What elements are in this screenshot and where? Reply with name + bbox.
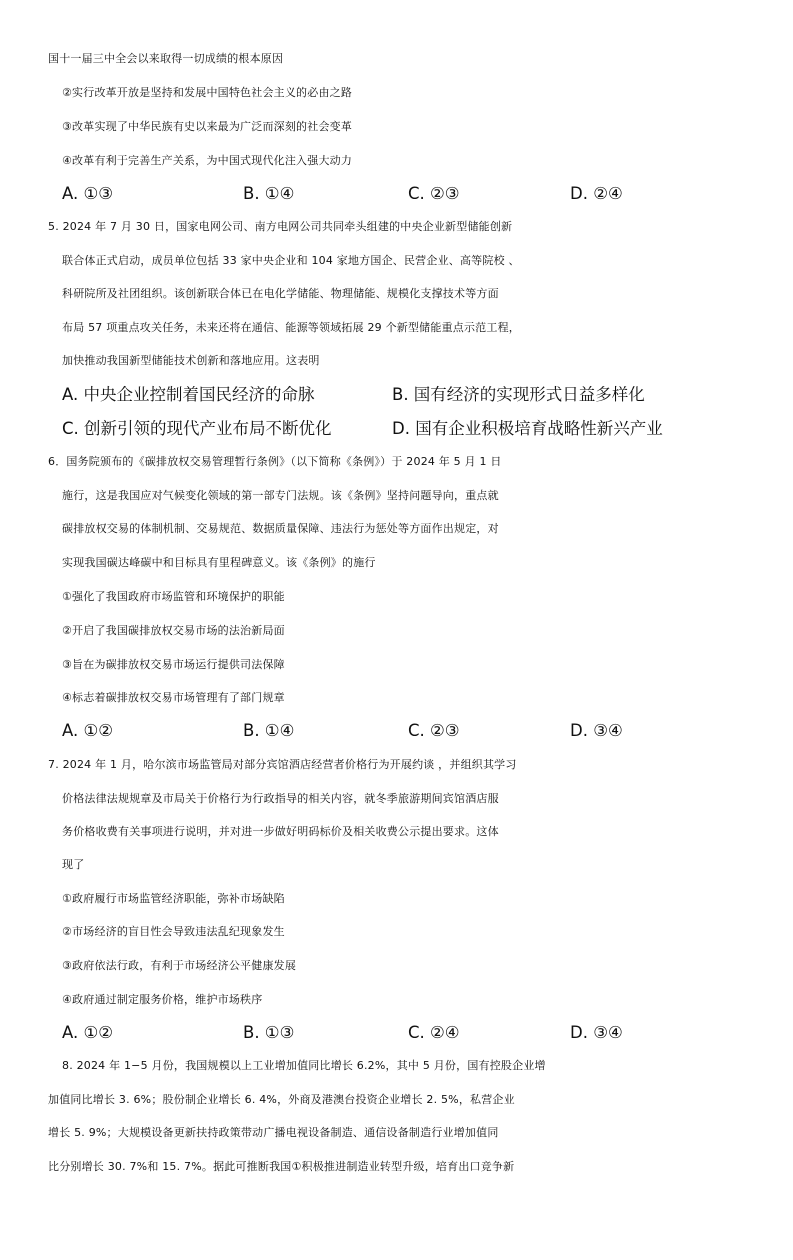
- q6-line-4: 实现我国碳达峰碳中和目标具有里程碑意义。该《条例》的施行: [62, 556, 376, 569]
- q7-option-b: B. ①③: [243, 1023, 295, 1042]
- q6-option-a: A. ①②: [62, 721, 114, 740]
- q7-option-c: C. ②④: [408, 1023, 460, 1042]
- q5-option-d: D. 国有企业积极培育战略性新兴产业: [392, 419, 663, 438]
- q4-option-b: B. ①④: [243, 184, 295, 203]
- q7-line-4: 现了: [62, 858, 85, 871]
- q7-line-3: 务价格收费有关事项进行说明，并对进一步做好明码标价及相关收费公示提出要求。这体: [62, 825, 499, 838]
- q6-line-3: 碳排放权交易的体制机制、交易规范、数据质量保障、违法行为惩处等方面作出规定，对: [62, 522, 499, 535]
- q8-line-4: 比分别增长 30. 7%和 15. 7%。据此可推断我国①积极推进制造业转型升级，培育出口竞争新: [48, 1160, 515, 1173]
- q6-line-6: ②开启了我国碳排放权交易市场的法治新局面: [62, 624, 285, 637]
- q8-line-1: 8. 2024 年 1−5 月份，我国规模以上工业增加值同比增长 6.2%，其中 5 月份，国有控股企业增: [62, 1059, 546, 1072]
- q5-line-2: 联合体正式启动，成员单位包括 33 家中央企业和 104 家地方国企、民营企业、高等院校 、: [62, 254, 520, 267]
- q5-line-4: 布局 57 项重点攻关任务，未来还将在通信、能源等领域拓展 29 个新型储能重点示范工程，: [62, 321, 520, 334]
- q7-option-a: A. ①②: [62, 1023, 114, 1042]
- q6-option-b: B. ①④: [243, 721, 295, 740]
- q7-option-d: D. ③④: [570, 1023, 623, 1042]
- q6-line-1: 6．国务院颁布的《碳排放权交易管理暂行条例》（以下简称《条例》）于 2024 年 5 月 1 日: [48, 455, 502, 468]
- q4-option-d: D. ②④: [570, 184, 623, 203]
- q6-line-8: ④标志着碳排放权交易市场管理有了部门规章: [62, 691, 285, 704]
- q6-option-d: D. ③④: [570, 721, 623, 740]
- q6-line-5: ①强化了我国政府市场监管和环境保护的职能: [62, 590, 285, 603]
- q7-line-1: 7. 2024 年 1 月，哈尔滨市场监管局对部分宾馆酒店经营者价格行为开展约谈 ，并组织其学习: [48, 758, 517, 771]
- q8-line-2: 加值同比增长 3. 6%；股份制企业增长 6. 4%，外商及港澳台投资企业增长 2. 5%，私营企业: [48, 1093, 515, 1106]
- q6-line-7: ③旨在为碳排放权交易市场运行提供司法保障: [62, 658, 285, 671]
- q4-option-c: C. ②③: [408, 184, 460, 203]
- q4-option-a: A. ①③: [62, 184, 114, 203]
- q5-option-c: C. 创新引领的现代产业布局不断优化: [62, 419, 332, 438]
- q4-line-2: ②实行改革开放是坚持和发展中国特色社会主义的必由之路: [62, 86, 353, 99]
- q5-line-3: 科研院所及社团组织。该创新联合体已在电化学储能、物理储能、规模化支撑技术等方面: [62, 287, 499, 300]
- q4-line-4: ④改革有利于完善生产关系，为中国式现代化注入强大动力: [62, 154, 353, 167]
- q4-line-1: 国十一届三中全会以来取得一切成绩的根本原因: [48, 52, 284, 65]
- q8-line-3: 增长 5. 9%；大规模设备更新扶持政策带动广播电视设备制造、通信设备制造行业增加值同: [48, 1126, 499, 1139]
- q7-line-8: ④政府通过制定服务价格，维护市场秩序: [62, 993, 263, 1006]
- q5-line-5: 加快推动我国新型储能技术创新和落地应用。这表明: [62, 354, 320, 367]
- q7-line-7: ③政府依法行政，有利于市场经济公平健康发展: [62, 959, 297, 972]
- q5-option-a: A. 中央企业控制着国民经济的命脉: [62, 385, 315, 404]
- q7-line-6: ②市场经济的盲目性会导致违法乱纪现象发生: [62, 925, 285, 938]
- q4-line-3: ③改革实现了中华民族有史以来最为广泛而深刻的社会变革: [62, 120, 353, 133]
- q6-line-2: 施行，这是我国应对气候变化领域的第一部专门法规。该《条例》坚持问题导向，重点就: [62, 489, 499, 502]
- q6-option-c: C. ②③: [408, 721, 460, 740]
- q5-line-1: 5. 2024 年 7 月 30 日，国家电网公司、南方电网公司共同牵头组建的中央企业新型储能创新: [48, 220, 513, 233]
- q7-line-2: 价格法律法规规章及市局关于价格行为行政指导的相关内容，就冬季旅游期间宾馆酒店服: [62, 792, 499, 805]
- q7-line-5: ①政府履行市场监管经济职能，弥补市场缺陷: [62, 892, 285, 905]
- q5-option-b: B. 国有经济的实现形式日益多样化: [392, 385, 645, 404]
